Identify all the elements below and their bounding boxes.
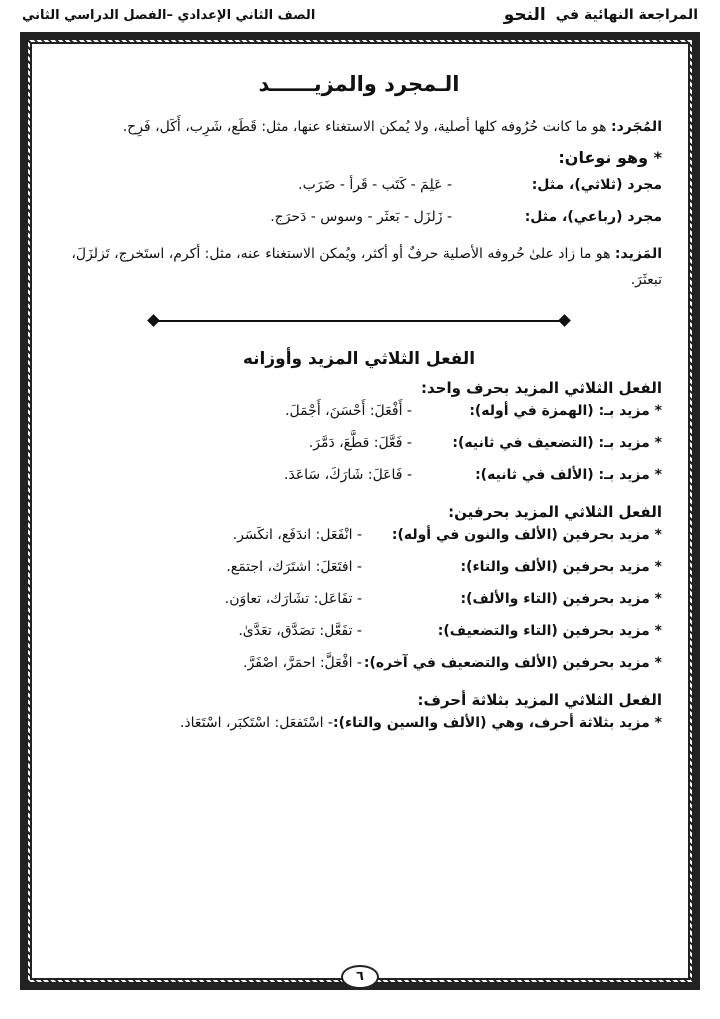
page-number: ٦ xyxy=(341,965,379,989)
wazn-label: * مزيد بحرفين (الألف والتضعيف في آخره): xyxy=(363,655,662,671)
mujarrad-definition xyxy=(56,114,662,140)
diamond-icon xyxy=(147,314,160,327)
header-title xyxy=(504,5,698,25)
wazn-example: - تفَعَّل: تصَدَّق، تعَدَّىٰ. xyxy=(238,623,362,639)
type-label: مجرد (رباعي)، مثل: xyxy=(524,209,662,225)
wazn-row xyxy=(56,623,662,655)
type-row xyxy=(56,209,662,241)
wazn-example: - تفَاعَل: تشَارَك، تعاوَن. xyxy=(224,591,362,607)
mujarrad-text: هو ما كانت حُرُوفه كلها أصلية، ولا يُمكن الاستغناء عنها، مثل: قَطَع، شَرِب، أَكَل، فَرِح. xyxy=(122,119,607,135)
wazn-label: * مزيد بحرفين (الألف والتاء): xyxy=(460,559,662,575)
type-label: مجرد (ثلاثي)، مثل: xyxy=(531,177,662,193)
wazn-label: * مزيد بحرفين (التاء والألف): xyxy=(460,591,662,607)
mujarrad-term: المُجَرد: xyxy=(610,119,662,135)
wazn-row xyxy=(56,403,662,435)
types-heading: * وهو نوعان: xyxy=(558,148,662,167)
section-divider xyxy=(149,315,569,327)
wazn-label: * مزيد بحرفين (الألف والنون في أوله): xyxy=(391,527,662,543)
wazn-row xyxy=(56,435,662,467)
wazn-row xyxy=(56,467,662,499)
section-title: الفعل الثلاثي المزيد وأوزانه xyxy=(242,349,476,369)
type-row xyxy=(56,177,662,209)
diamond-icon xyxy=(558,314,571,327)
group-title: الفعل الثلاثي المزيد بحرف واحد: xyxy=(420,379,662,397)
wazn-label: * مزيد بحرفين (التاء والتضعيف): xyxy=(437,623,662,639)
header-subtitle: الصف الثاني الإعدادي –الفصل الدراسي الثاني xyxy=(22,7,316,23)
group-title: الفعل الثلاثي المزيد بحرفين: xyxy=(448,503,662,521)
wazn-example: - افتَعَلَ: اشتَرَك، اجتمَع. xyxy=(226,559,362,575)
header-subject: النحو xyxy=(503,5,546,25)
page-content xyxy=(30,42,690,980)
main-title: الـمجرد والمزيــــــد xyxy=(258,72,460,96)
wazn-label: * مزيد بـ: (الهمزة في أوله): xyxy=(469,403,662,419)
type-examples: - زَلزَل - بَعثَر - وسوس - دَحرَج. xyxy=(270,209,452,225)
wazn-example: - فَعَّلَ: قطَّعَ، دَمَّرَ. xyxy=(308,435,412,451)
wazn-label: * مزيد بـ: (التضعيف في ثانيه): xyxy=(452,435,662,451)
type-examples: - عَلِمَ - كَتَب - قَرأ - ضَرَب. xyxy=(298,177,452,193)
page-header xyxy=(22,0,698,30)
wazn-row xyxy=(56,715,662,747)
wazn-row xyxy=(56,527,662,559)
wazn-row xyxy=(56,559,662,591)
wazn-row xyxy=(56,591,662,623)
mazid-definition xyxy=(56,241,662,293)
wazn-example: - اسْتَفعَل: اسْتَكبَر، اسْتَعَاذ. xyxy=(179,715,333,731)
wazn-row xyxy=(56,655,662,687)
mazid-term: المَزيد: xyxy=(614,246,662,262)
divider-line xyxy=(155,320,563,322)
header-title-prefix: المراجعة النهائية في xyxy=(555,7,698,23)
wazn-example: - أَفْعَلَ: أَحْسَنَ، أَجْمَلَ. xyxy=(285,403,412,419)
wazn-example: - انْفَعَل: اندَفَع، انكَسَر. xyxy=(232,527,362,543)
wazn-example: - فَاعَلَ: شَارَكَ، سَاعَدَ. xyxy=(284,467,412,483)
wazn-label: * مزيد بـ: (الألف في ثانيه): xyxy=(475,467,662,483)
wazn-label: * مزيد بثلاثة أحرف، وهي (الألف والسين والتاء): xyxy=(332,715,662,731)
wazn-example: - افْعَلَّ: احمَرَّ، اصْفَرَّ. xyxy=(243,655,362,671)
group-title: الفعل الثلاثي المزيد بثلاثة أحرف: xyxy=(417,691,662,709)
mazid-text: هو ما زاد علىٰ حُروفه الأصلية حرفٌ أو أكثر، ويُمكن الاستغناء عنه، مثل: أكرم، استَخرج، تَزلزَلَ، تبعثَرَ. xyxy=(71,246,662,288)
